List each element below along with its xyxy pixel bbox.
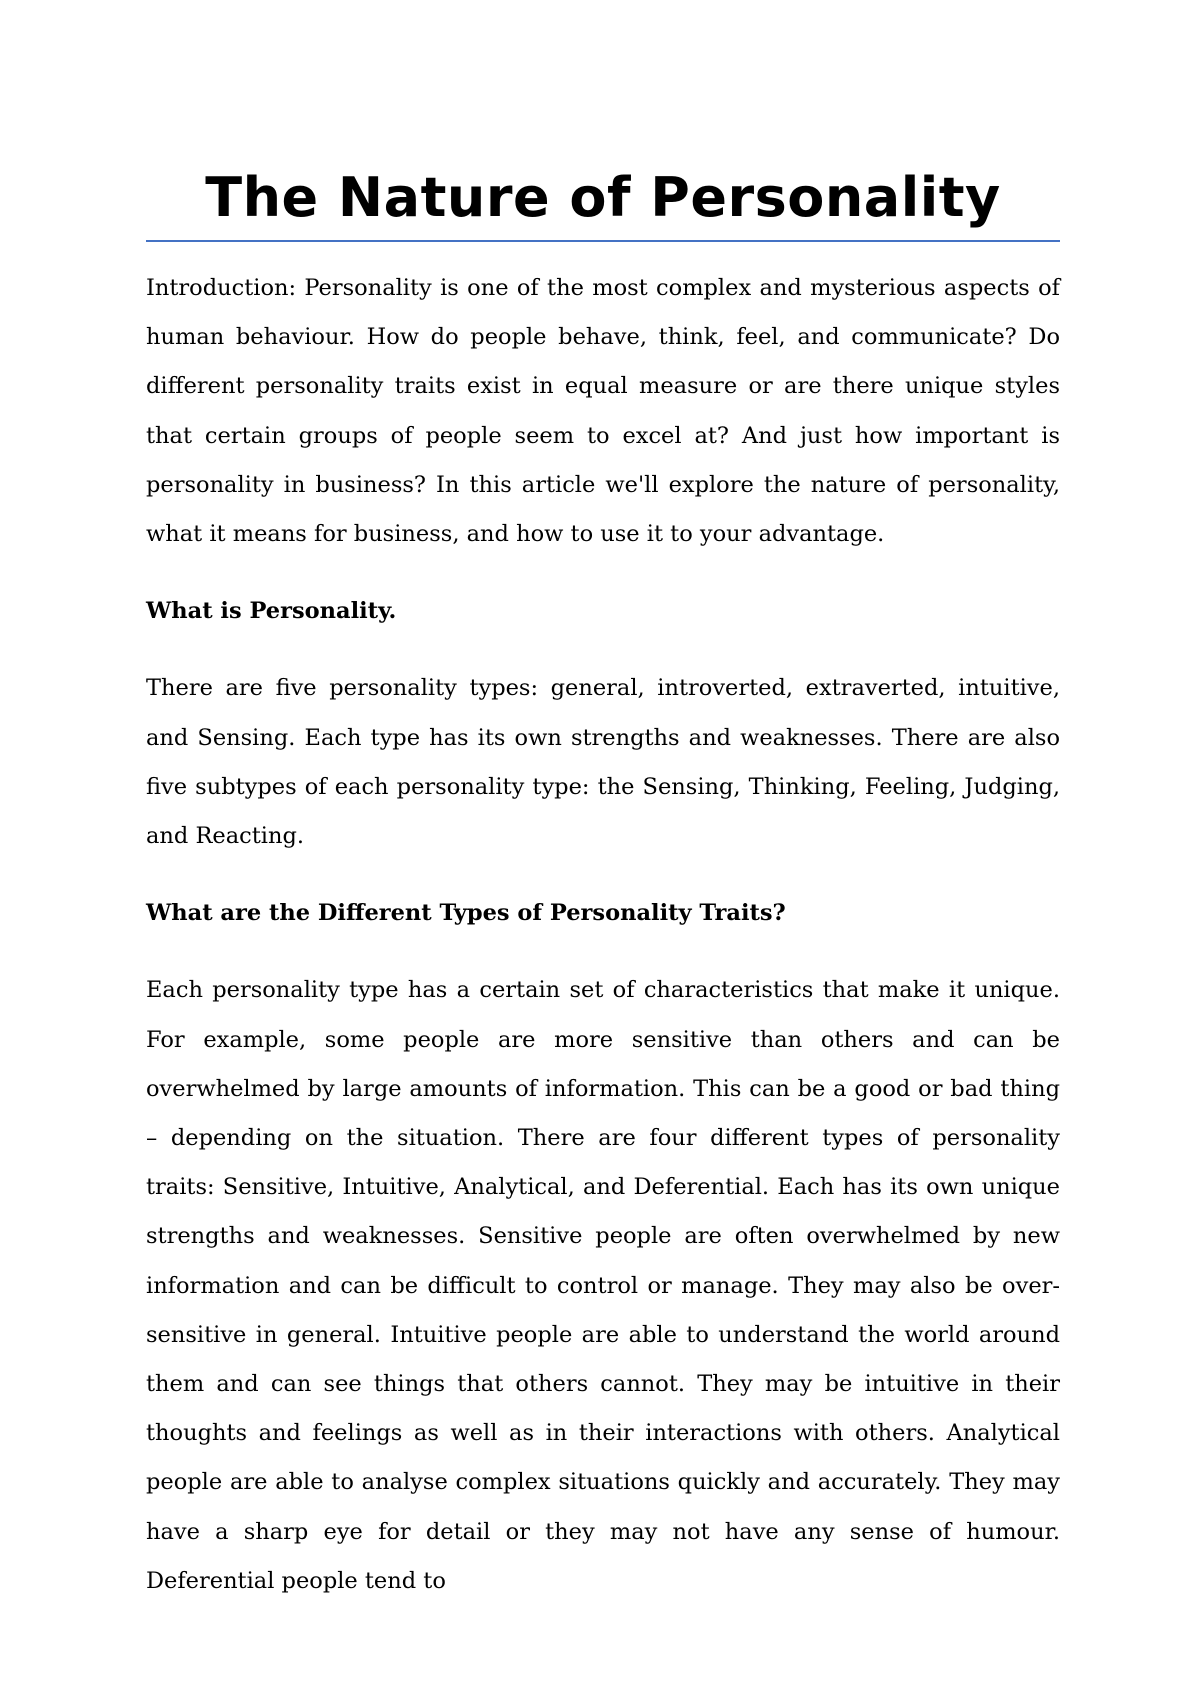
intro-paragraph: Introduction: Personality is one of the most complex and mysterious aspects of human behaviour. How do people behave, think, feel, and communicate? Do different personality traits exist in equal measure or are there unique styles that certain groups of people seem to excel at? And just how important is personality in business? In this article we'll explore the nature of personality, what it means for business, and how to use it to your advantage. <box>146 275 1060 548</box>
section-heading-what-is-personality: What is Personality. <box>146 598 397 625</box>
personality-types-paragraph: There are five personality types: general, introverted, extraverted, intuitive, and Sensing. Each type has its own strengths and weaknesses. There are also five subtypes of each personality type: the Sensing, Thinking, Feeling, Judging, and Reacting. <box>146 675 1060 850</box>
document-page <box>146 160 1060 1634</box>
title-underline <box>146 240 1060 242</box>
document-title: The Nature of Personality <box>205 166 1001 229</box>
trait-types-paragraph: Each personality type has a certain set of characteristics that make it unique. For example, some people are more sensitive than others and can be overwhelmed by large amounts of information. This can be a good or bad thing – depending on the situation. There are four different types of personality traits: Sensitive, Intuitive, Analytical, and Deferential. Each has its own unique strengths and weaknesses. Sensitive people are often overwhelmed by new information and can be difficult to control or manage. They may also be over-sensitive in general. Intuitive people are able to understand the world around them and can see things that others cannot. They may be intuitive in their thoughts and feelings as well as in their interactions with others. Analytical people are able to analyse complex situations quickly and accurately. They may have a sharp eye for detail or they may not have any sense of humour. Deferential people tend to <box>146 977 1060 1594</box>
section-heading-trait-types: What are the Different Types of Personality Traits? <box>146 900 786 927</box>
